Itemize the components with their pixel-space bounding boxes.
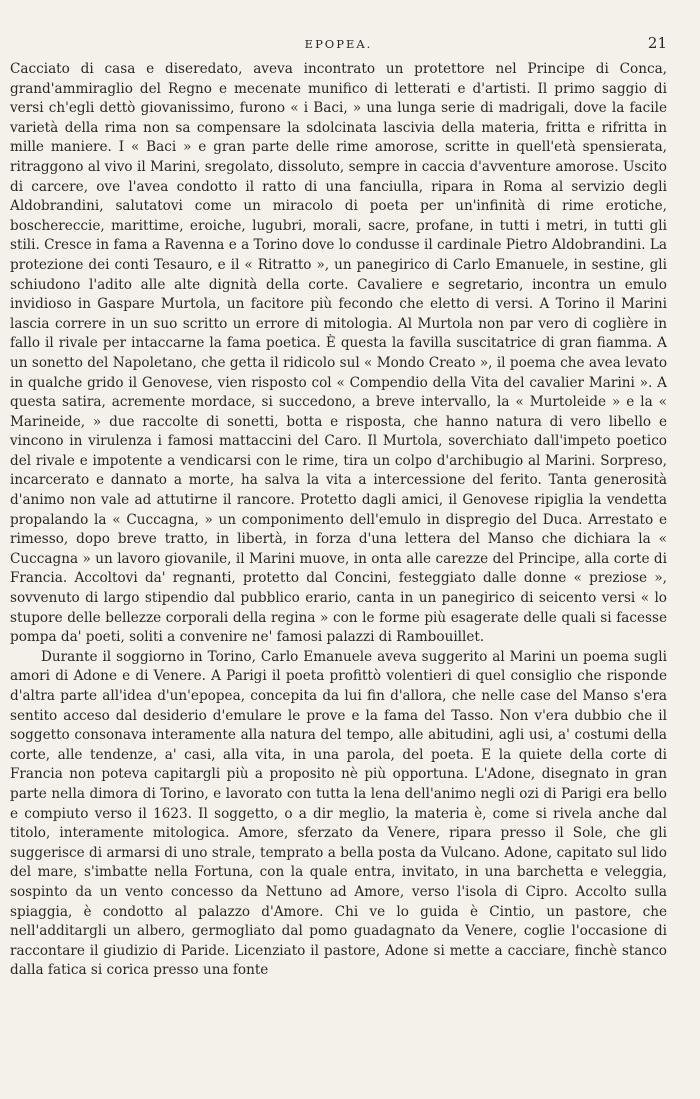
- paragraph-2: Durante il soggiorno in Torino, Carlo Emanuele aveva suggerito al Marini un poema sugli amori di Adone e di Venere. A Parigi il poeta profittò volentieri di quel consiglio che risponde d'altra parte all'idea d'un'epopea, concepita da lui fin d'allora, che nelle case del Manso s'era sentito acceso dal desiderio d'emulare le prove e la fama del Tasso. Non v'era dubbio che il soggetto consonava interamente alla natura del tempo, alle abitudini, agli usi, a' costumi della corte, alle tendenze, a' casi, alla vita, in una parola, del poeta. E la quiete della corte di Francia non poteva capitargli più a proposito nè più opportuna. L'Adone, disegnato in gran parte nella dimora di Torino, e lavorato con tutta la lena dell'animo negli ozi di Parigi era bello e compiuto verso il 1623. Il soggetto, o a dir meglio, la materia è, come si rivela anche dal titolo, interamente mitologica. Amore, sferzato da Venere, ripara presso il Sole, che gli suggerisce di armarsi di uno strale, temprato a bella posta da Vulcano. Adone, capitato sul lido del mare, s'imbatte nella Fortuna, con la quale entra, invitato, in una barchetta e veleggia, sospinto da un vento concesso da Nettuno ad Amore, verso l'isola di Cipro. Accolto sulla spiaggia, è condotto al palazzo d'Amore. Chi ve lo guida è Cintio, un pastore, che nell'additargli un albero, germogliato dal pomo guadagnato da Venere, coglie l'occasione di raccontare il giudizio di Paride. Licenziato il pastore, Adone si mette a cacciare, finchè stanco dalla fatica si corica presso una fonte: [10, 648, 667, 979]
- page-header: [10, 30, 667, 60]
- page-number: 21: [647, 34, 667, 52]
- page-body: [10, 60, 667, 981]
- paragraph-1: Cacciato di casa e diseredato, aveva incontrato un protettore nel Principe di Conca, grand'ammiraglio del Regno e mecenate munifico di letterati e d'artisti. Il primo saggio di versi ch'egli dettò giovanissimo, furono « i Baci, » una lunga serie di madrigali, dove la facile varietà della rima non sa compensare la sdolcinata lascivia della materia, fritta e rifritta in mille maniere. I « Baci » e gran parte delle rime amorose, scritte in quell'età spensierata, ritraggono al vivo il Marini, sregolato, dissoluto, sempre in caccia d'avventure amorose. Uscito di carcere, ove l'avea condotto il ratto di una fanciulla, ripara in Roma al servizio degli Aldobrandini, salutatovi come un miracolo di poeta per un'infinità di rime erotiche, boschereccie, marittime, eroiche, lugubri, morali, sacre, profane, in tutti i metri, in tutti gli stili. Cresce in fama a Ravenna e a Torino dove lo condusse il cardinale Pietro Aldobrandini. La protezione dei conti Tesauro, e il « Ritratto », un panegirico di Carlo Emanuele, in sestine, gli schiudono l'adito alle alte dignità della corte. Cavaliere e segretario, incontra un emulo invidioso in Gaspare Murtola, un facitore più fecondo che eletto di versi. A Torino il Marini lascia correre in un suo scritto un errore di mitologia. Al Murtola non par vero di coglière in fallo il rivale per intaccarne la fama poetica. È questa la favilla suscitatrice di gran fiamma. A un sonetto del Napoletano, che getta il ridicolo sul « Mondo Creato », il poema che avea levato in qualche grido il Genovese, vien risposto col « Compendio della Vita del cavalier Marini ». A questa satira, acremente mordace, si succedono, a breve intervallo, la « Murtoleide » e la « Marineide, » due raccolte di sonetti, botta e risposta, che hanno natura di vero libello e vincono in virulenza i famosi mattaccini del Caro. Il Murtola, soverchiato dall'impeto poetico del rivale e impotente a vendicarsi con le rime, tira un colpo d'archibugio al Marini. Sorpreso, incarcerato e dannato a morte, ha salva la vita a intercessione del ferito. Tanta generosità d'animo non vale ad attutirne il rancore. Protetto dagli amici, il Genovese ripiglia la vendetta propalando la « Cuccagna, » un componimento dell'emulo in dispregio del Duca. Arrestato e rimesso, dopo breve tratto, in libertà, in forza d'una lettera del Manso che dichiara la « Cuccagna » un lavoro giovanile, il Marini muove, in onta alle carezze del Principe, alla corte di Francia. Accoltovi da' regnanti, protetto dal Concini, festeggiato dalle donne « preziose », sovvenuto di largo stipendio dal pubblico erario, canta in un panegirico di seicento versi « lo stupore delle bellezze corporali della regina » con le forme più esagerate delle quali si facesse pompa da' poeti, soliti a convenire ne' famosi palazzi di Rambouillet.: [10, 61, 667, 646]
- running-title: EPOPEA.: [304, 37, 373, 51]
